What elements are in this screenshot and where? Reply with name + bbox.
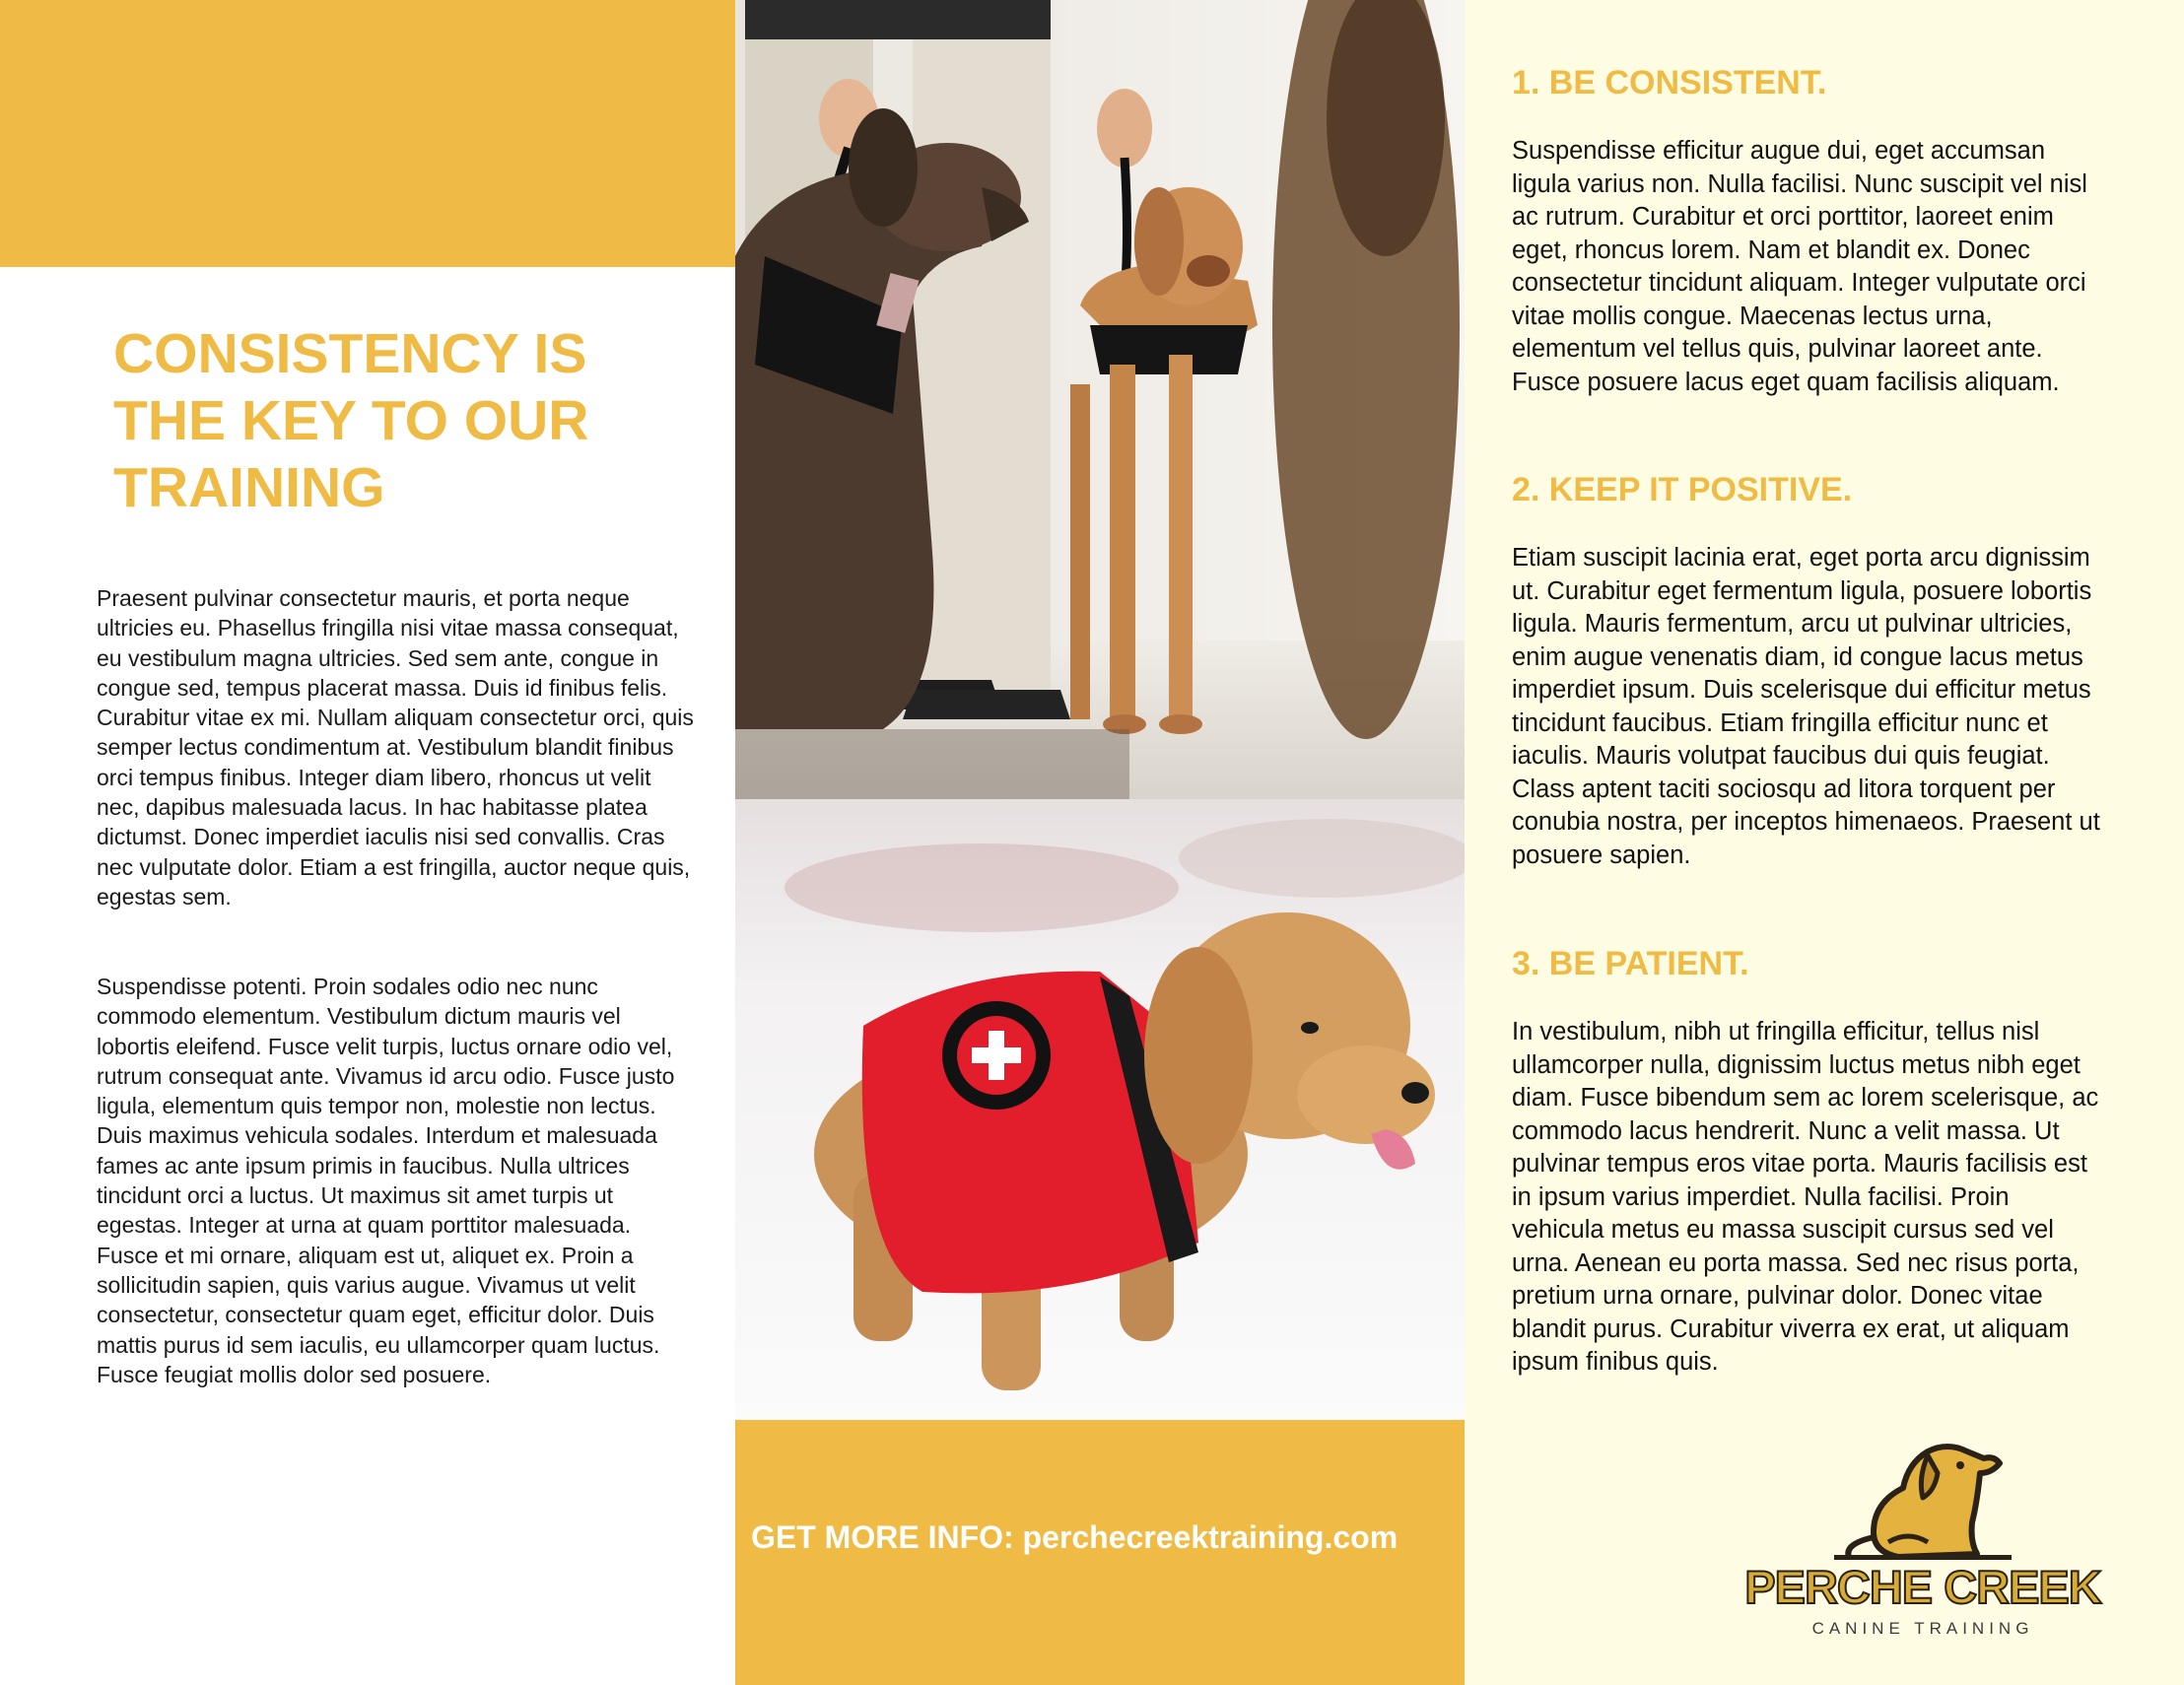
tip-body: Suspendisse efficitur augue dui, eget accumsan ligula varius non. Nulla facilisi. Nunc suscipit vel nisl ac rutrum. Curabitur et orci porttitor, laoreet enim eget, rhoncus lorem. Nam et blandit ex. Donec consectetur tincidunt aliquam. Integer vulputate orci vitae mollis congue. Maecenas lectus urna, elementum vel tellus quis, pulvinar laoreet ante. Fusce posuere lacus eget quam facilisis aliquam. [1512, 137, 2087, 396]
photo-puppy-in-snow [735, 799, 1465, 1420]
accent-band [0, 0, 735, 267]
website-link[interactable]: GET MORE INFO: perchecreektraining.com [751, 1519, 1399, 1555]
brand-tagline: CANINE TRAINING [1811, 1619, 2034, 1638]
left-panel [0, 0, 735, 1685]
middle-panel [735, 0, 1465, 1685]
dog-icon [1726, 1434, 2120, 1562]
tip-heading: 3. BE PATIENT. [1512, 945, 1749, 982]
tip-body: In vestibulum, nibh ut fringilla efficitur, tellus nisl ullamcorper nulla, dignissim luctus metus nibh eget diam. Fusce bibendum sem ac lorem scelerisque, ac commodo lacus hendrerit. Nunc a velit massa. Ut pulvinar tempus eros vitae porta. Mauris facilisis est in ipsum varius imperdiet. Nulla facilisi. Proin vehicula metus eu massa suscipit cursus sed vel urna. Aenean eu porta massa. Sed nec risus porta, pretium urna ornare, pulvinar dolor. Donec vitae blandit purus. Curabitur viverra ex erat, ut aliquam ipsum finibus quis. [1512, 1018, 2099, 1376]
brand-logo [1726, 1434, 2120, 1641]
tip-heading: 2. KEEP IT POSITIVE. [1512, 471, 1853, 508]
photo-puppy-in-snow-illustration [735, 799, 1465, 1420]
body-paragraph: Praesent pulvinar consectetur mauris, et porta neque ultricies eu. Phasellus fringilla nisi vitae massa consequat, eu vestibulum magna ultricies. Sed sem ante, congue in congue sed, tempus placerat massa. Duis id finibus felis. Curabitur vitae ex mi. Nullam aliquam consectetur orci, quis semper lectus condimentum at. Vestibulum blandit finibus orci tempus finibus. Integer diam libero, rhoncus ut velit nec, dapibus malesuada lacus. In hac habitasse platea dictumst. Donec imperdiet iaculis nisi sed convallis. Cras nec vulputate dolor. Etiam a est fringilla, auctor neque quis, egestas sem. [97, 585, 694, 910]
page-title: CONSISTENCY IS THE KEY TO OUR TRAINING [113, 322, 589, 519]
tip-body: Etiam suscipit lacinia erat, eget porta arcu dignissim ut. Curabitur eget fermentum ligula, posuere lobortis ligula. Mauris fermentum, arcu ut pulvinar ultricies, enim augue venenatis diam, id congue lacus metus imperdiet ipsum. Duis scelerisque dui efficitur metus tincidunt faucibus. Etiam fringilla efficitur nunc et iaculis. Mauris volutpat faucibus dui quis feugiat. Class aptent taciti sociosqu ad litora torquent per conubia nostra, per inceptos himenaeos. Praesent ut posuere sapien. [1512, 544, 2100, 869]
right-panel [1465, 0, 2184, 1685]
brand-name: PERCHE CREEK [1744, 1561, 2101, 1613]
photo-dogs-in-harness [735, 0, 1465, 799]
body-paragraph: Suspendisse potenti. Proin sodales odio nec nunc commodo elementum. Vestibulum dictum mauris vel lobortis eleifend. Fusce velit turpis, luctus ornare odio vel, rutrum consequat ante. Vivamus id arcu odio. Fusce justo ligula, elementum quis tempor non, molestie non lectus. Duis maximus vehicula sodales. Interdum et malesuada fames ac ante ipsum primis in faucibus. Nulla ultrices tincidunt orci a luctus. Ut maximus sit amet turpis ut egestas. Integer at urna at quam porttitor malesuada. Fusce et mi ornare, aliquam est ut, aliquet ex. Proin a sollicitudin sapien, quis varius augue. Vivamus ut velit consectetur, consectetur quam eget, efficitur dolor. Duis mattis purus id sem iaculis, eu ullamcorper quam luctus. Fusce feugiat mollis dolor sed posuere. [97, 974, 675, 1387]
tip-heading: 1. BE CONSISTENT. [1512, 64, 1827, 101]
photo-dogs-in-harness-illustration [735, 0, 1465, 799]
